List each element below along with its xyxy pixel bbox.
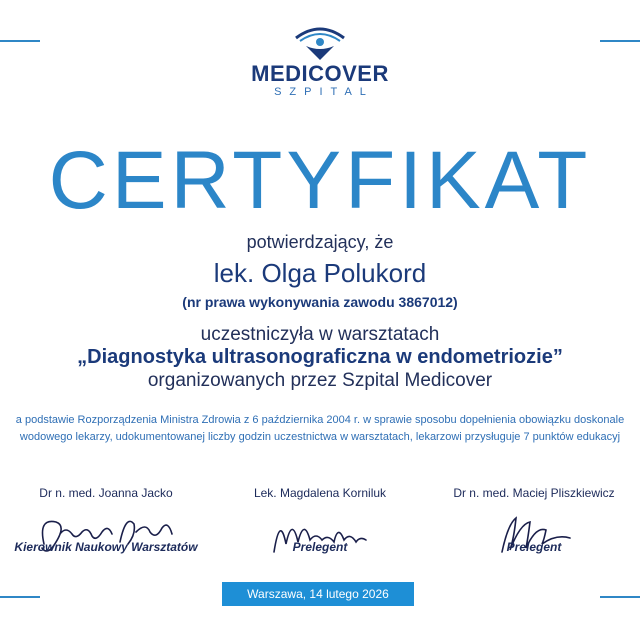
medicover-emblem-icon: [290, 22, 350, 62]
issue-date: Warszawa, 14 lutego 2026: [222, 582, 414, 606]
recipient-name: lek. Olga Polukord: [213, 258, 427, 288]
logo-sub-text: SZPITAL: [274, 86, 374, 98]
license-number: (nr prawa wykonywania zawodu 3867012): [182, 294, 458, 310]
participation-text: uczestniczyła w warsztatach: [200, 324, 440, 345]
signature-block-jacko: [6, 486, 206, 554]
signatory-name: Dr n. med. Joanna Jacko: [39, 486, 173, 500]
organizer-text: organizowanych przez Szpital Medicover: [147, 370, 493, 391]
edge-line-bottom-right: [600, 596, 640, 598]
certificate-title: CERTYFIKAT: [48, 135, 592, 226]
signatory-name: Lek. Magdalena Korniluk: [253, 486, 387, 500]
signature-block-korniluk: [220, 486, 420, 554]
confirm-text: potwierdzający, że: [246, 232, 394, 252]
signature-block-pliszkiewicz: [434, 486, 634, 554]
signatory-name: Dr n. med. Maciej Pliszkiewicz: [453, 486, 615, 500]
medicover-logo: [0, 22, 640, 99]
legal-text-line-2: wodowego lekarzy, udokumentowanej liczby godzin uczestnictwa w warsztatach, lekarzowi przysługuje 7 punktów edukacyj: [19, 431, 621, 443]
signatory-role: Prelegent: [506, 540, 562, 554]
logo-brand-text: MEDICOVER: [251, 61, 389, 86]
signatory-role: Kierownik Naukowy Warsztatów: [14, 540, 198, 554]
legal-text-line-1: a podstawie Rozporządzenia Ministra Zdrowia z 6 października 2004 r. w sprawie sposobu dopełnienia obowiązku doskonale: [15, 414, 625, 426]
workshop-title: „Diagnostyka ultrasonograficzna w endometriozie”: [77, 346, 563, 368]
edge-line-bottom-left: [0, 596, 40, 598]
signatory-role: Prelegent: [292, 540, 348, 554]
